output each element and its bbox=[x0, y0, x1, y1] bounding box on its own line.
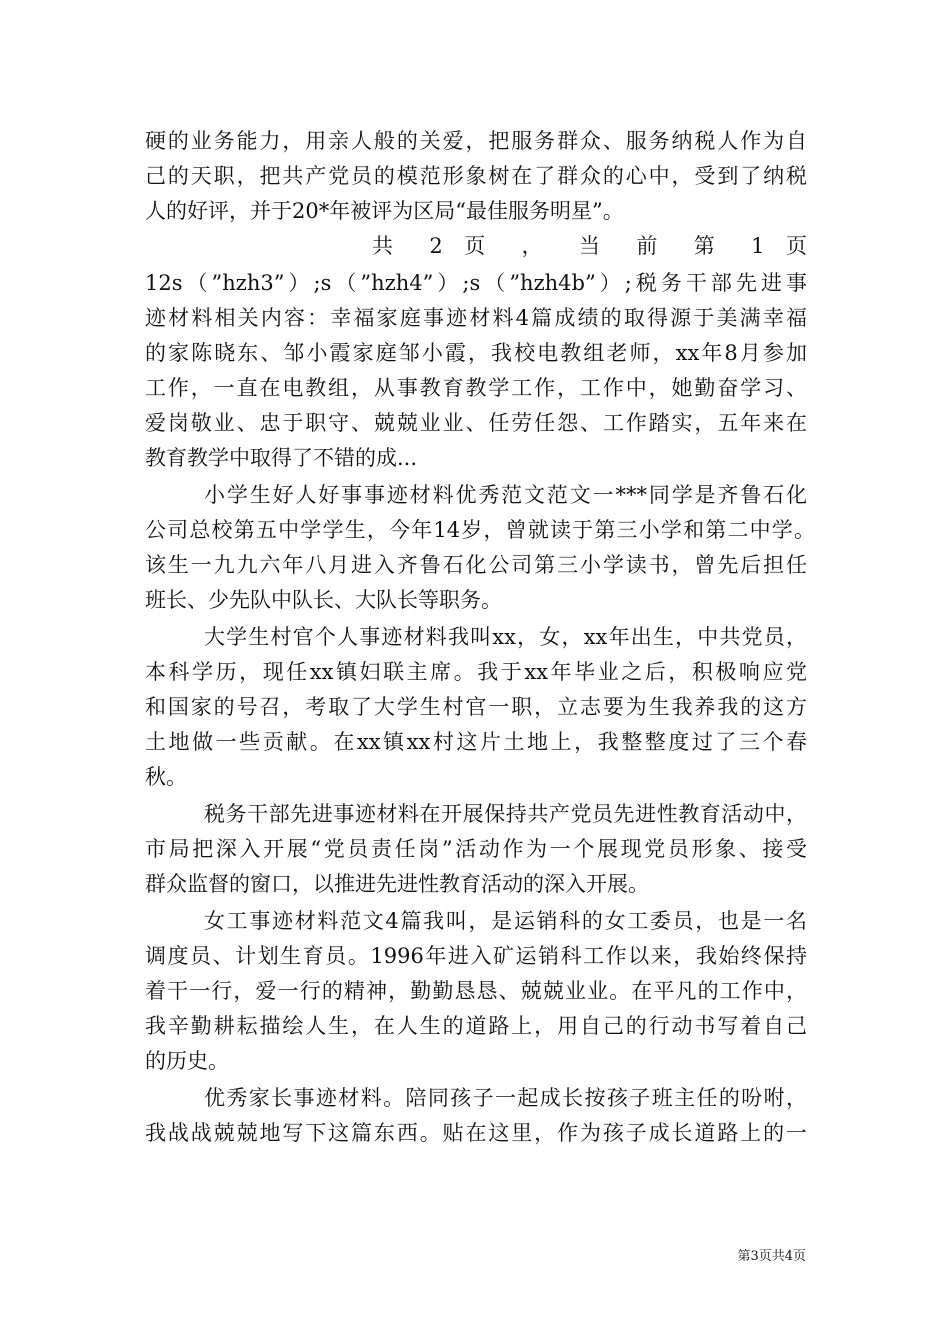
text-line: 市局把深入开展“党员责任岗”活动作为一个展现党员形象、接受 bbox=[145, 837, 807, 861]
text-line: 工作，一直在电教组，从事教育教学工作，工作中，她勤奋学习、 bbox=[145, 376, 807, 400]
text-line: 我战战兢兢地写下这篇东西。贴在这里，作为孩子成长道路上的一 bbox=[145, 1121, 807, 1145]
text-line: 的家陈晓东、邹小霞家庭邹小霞，我校电教组老师，xx年8月参加 bbox=[145, 341, 807, 365]
text-line: 爱岗敬业、忠于职守、兢兢业业、任劳任怨、工作踏实，五年来在 bbox=[145, 411, 807, 435]
text-line: 班长、少先队中队长、大队长等职务。 bbox=[145, 588, 502, 612]
text-line: 己的天职，把共产党员的模范形象树在了群众的心中，受到了纳税 bbox=[145, 164, 807, 188]
text-line: 群众监督的窗口，以推进先进性教育活动的深入开展。 bbox=[145, 872, 649, 896]
text-line: 教育教学中取得了不错的成... bbox=[145, 446, 418, 470]
paragraph-start: 女工事迹材料范文4篇我叫，是运销科的女工委员，也是一名 bbox=[204, 909, 807, 933]
text-line: 人的好评，并于20*年被评为区局“最佳服务明星”。 bbox=[145, 199, 624, 223]
text-line: 调度员、计划生育员。1996年进入矿运销科工作以来，我始终保持 bbox=[145, 944, 807, 968]
text-line: 秋。 bbox=[145, 765, 187, 789]
page-count-line: 共 2 页 ， 当 前 第 1 页 bbox=[372, 234, 807, 258]
text-line: 硬的业务能力，用亲人般的关爱，把服务群众、服务纳税人作为自 bbox=[145, 129, 807, 153]
paragraph-start: 税务干部先进事迹材料在开展保持共产党员先进性教育活动中， bbox=[204, 802, 807, 826]
paragraph-start: 小学生好人好事事迹材料优秀范文范文一***同学是齐鲁石化 bbox=[204, 483, 807, 507]
text-line: 12s（”hzh3”）;s（”hzh4”）;s（”hzh4b”）;税务干部先进事 bbox=[145, 271, 807, 295]
text-line: 迹材料相关内容：幸福家庭事迹材料4篇成绩的取得源于美满幸福 bbox=[145, 306, 807, 330]
text-line: 的历史。 bbox=[145, 1049, 229, 1073]
page-footer: 第3页共4页 bbox=[737, 1249, 806, 1264]
text-line: 公司总校第五中学学生，今年14岁，曾就读于第三小学和第二中学。 bbox=[145, 518, 815, 542]
text-line: 该生一九九六年八月进入齐鲁石化公司第三小学读书，曾先后担任 bbox=[145, 553, 807, 577]
paragraph-start: 优秀家长事迹材料。陪同孩子一起成长按孩子班主任的吩咐， bbox=[204, 1086, 807, 1110]
text-line: 土地做一些贡献。在xx镇xx村这片土地上，我整整度过了三个春 bbox=[145, 730, 807, 754]
text-line: 本科学历，现任xx镇妇联主席。我于xx年毕业之后，积极响应党 bbox=[145, 660, 807, 684]
paragraph-start: 大学生村官个人事迹材料我叫xx，女，xx年出生，中共党员， bbox=[204, 625, 807, 649]
text-line: 和国家的号召，考取了大学生村官一职，立志要为生我养我的这方 bbox=[145, 695, 807, 719]
text-line: 我辛勤耕耘描绘人生，在人生的道路上，用自己的行动书写着自己 bbox=[145, 1014, 807, 1038]
text-line: 着干一行，爱一行的精神，勤勤恳恳、兢兢业业。在平凡的工作中， bbox=[145, 979, 807, 1003]
